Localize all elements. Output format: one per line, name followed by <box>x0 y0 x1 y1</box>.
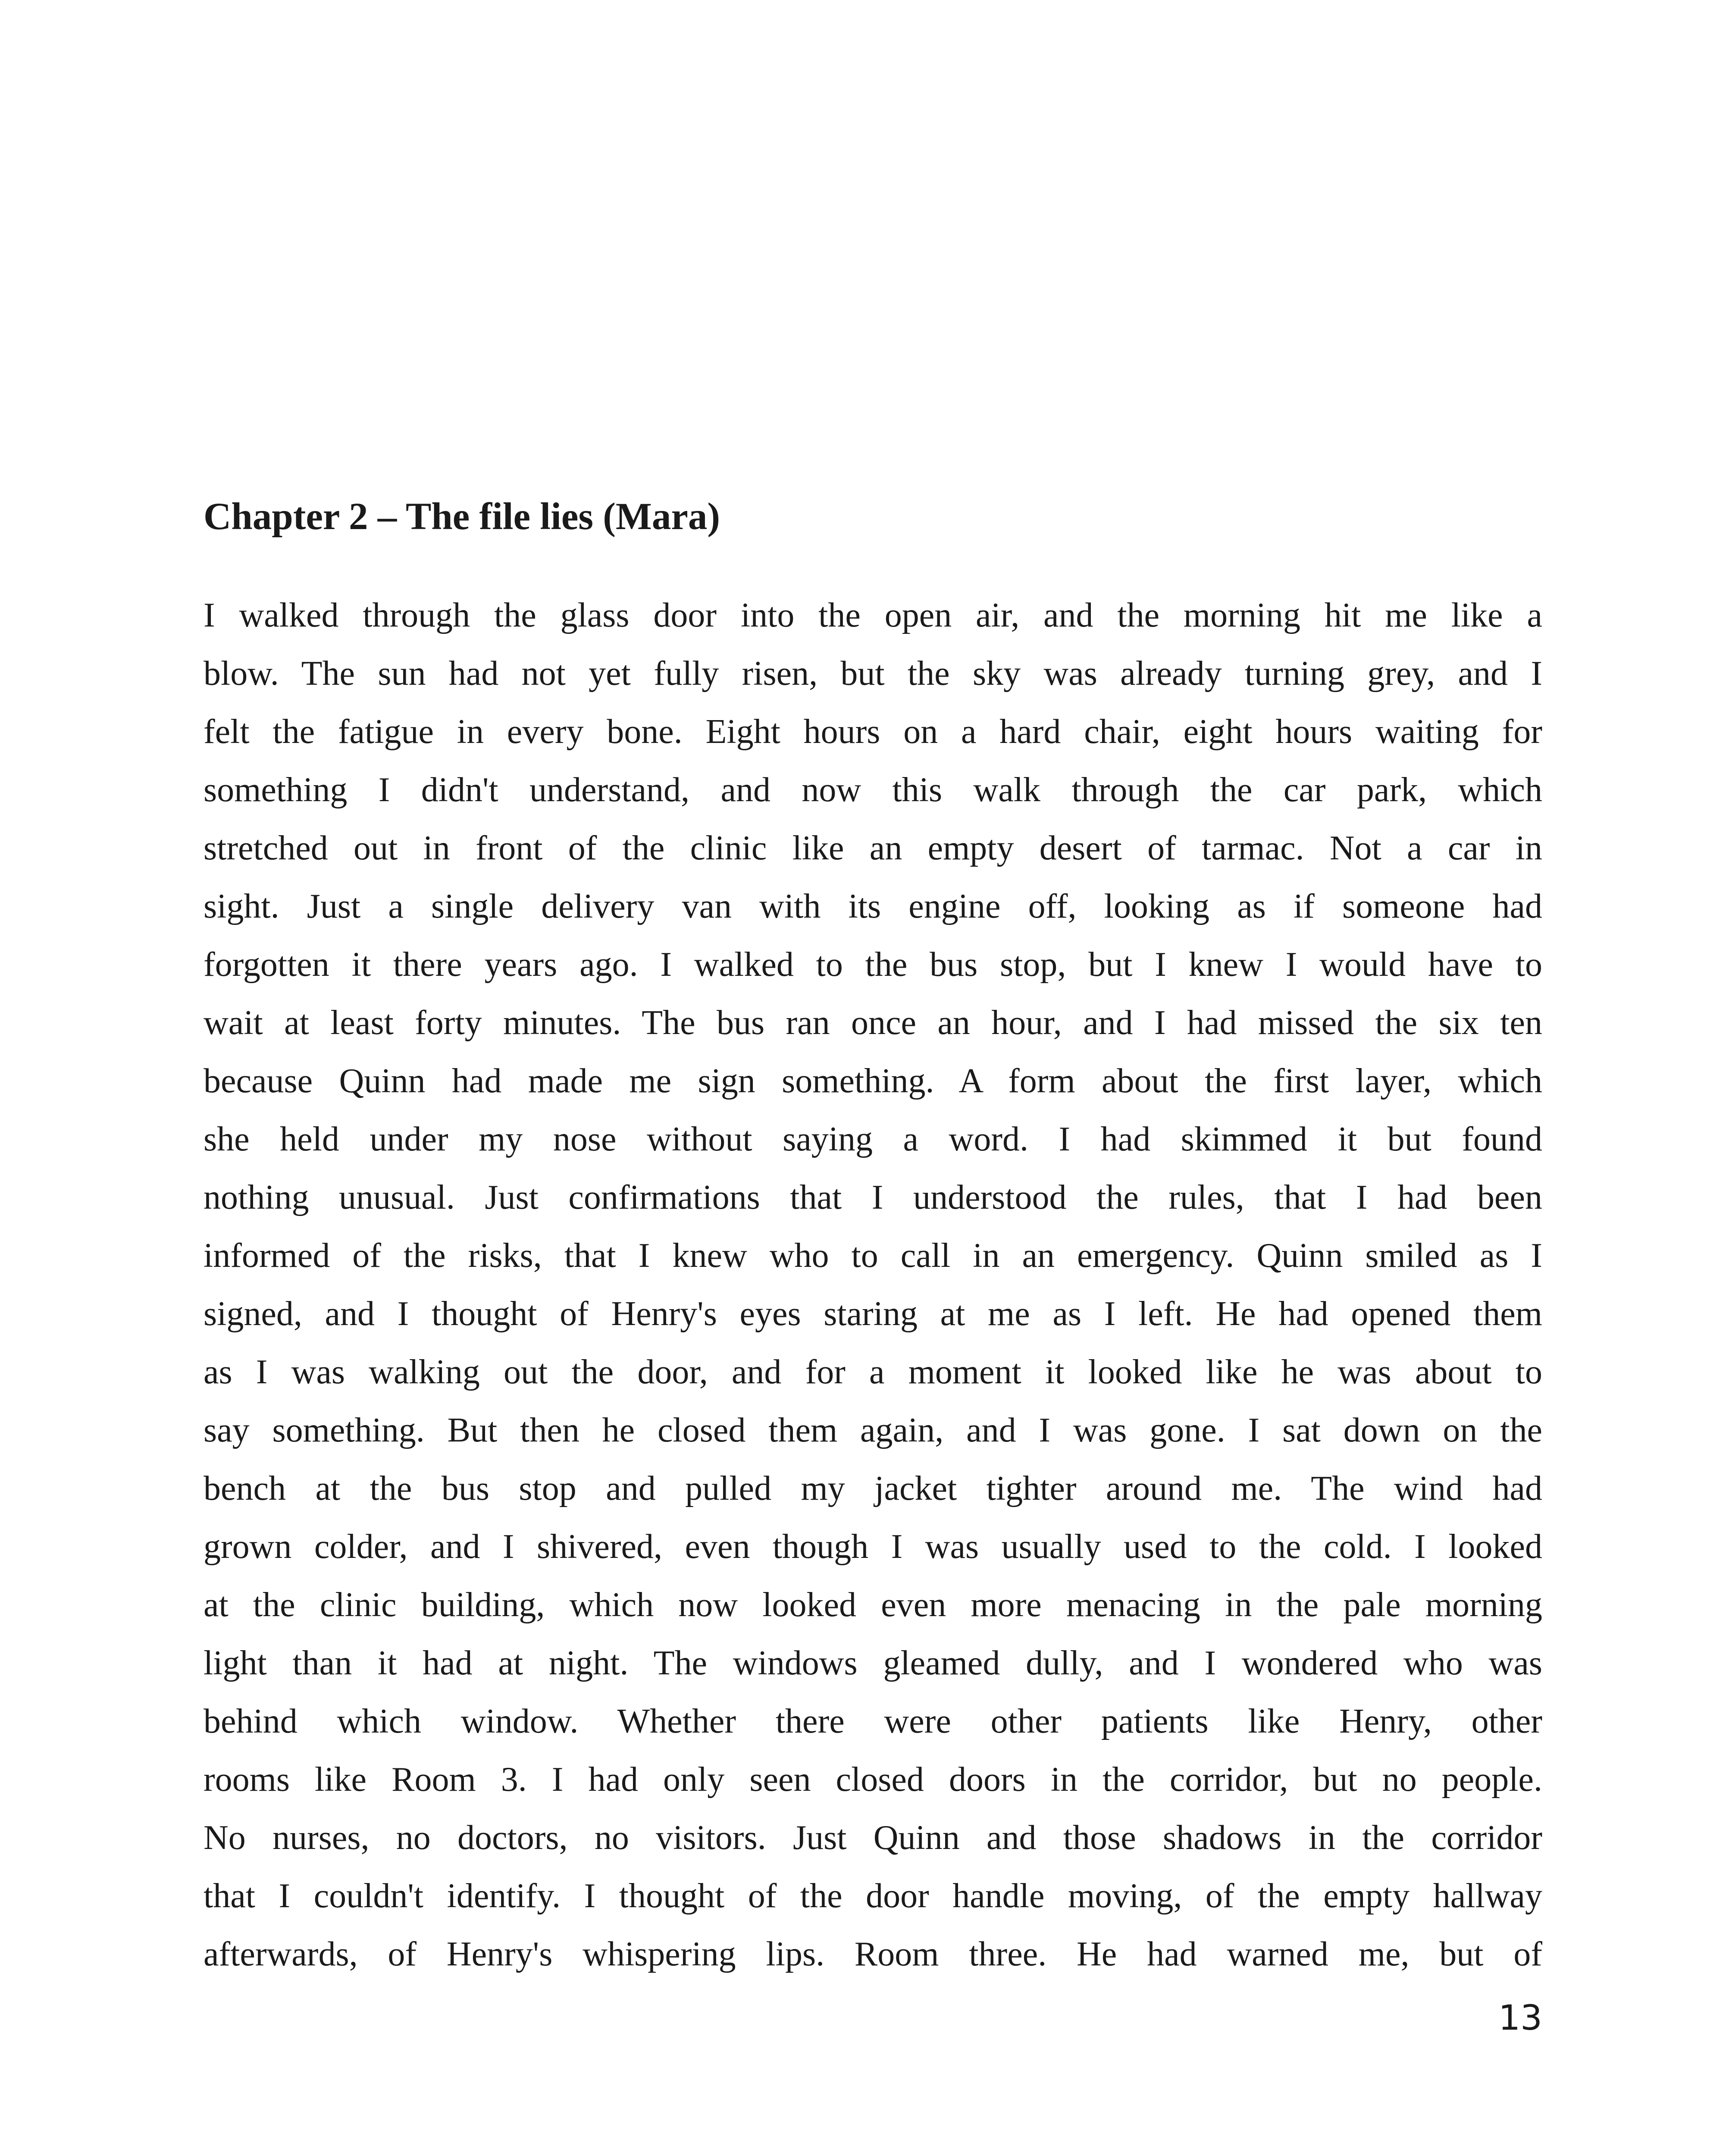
text-line: light than it had at night. The windows gleamed dully, and I wondered who was <box>204 1644 1542 1682</box>
text-line: say something. But then he closed them again, and I was gone. I sat down on the <box>204 1411 1542 1449</box>
text-line: No nurses, no doctors, no visitors. Just Quinn and those shadows in the corridor <box>204 1819 1542 1857</box>
page-number: 13 <box>1498 1998 1542 2038</box>
chapter-title: Chapter 2 – The file lies (Mara) <box>204 495 720 538</box>
text-line: informed of the risks, that I knew who to call in an emergency. Quinn smiled as I <box>204 1237 1542 1275</box>
text-line: blow. The sun had not yet fully risen, but the sky was already turning grey, and I <box>204 655 1542 693</box>
text-line: because Quinn had made me sign something. A form about the first layer, which <box>204 1062 1542 1100</box>
text-line: sight. Just a single delivery van with its engine off, looking as if someone had <box>204 887 1542 925</box>
text-line: rooms like Room 3. I had only seen closed doors in the corridor, but no people. <box>204 1761 1542 1799</box>
text-line: felt the fatigue in every bone. Eight hours on a hard chair, eight hours waiting for <box>204 713 1542 751</box>
text-line: forgotten it there years ago. I walked to the bus stop, but I knew I would have to <box>204 946 1542 984</box>
text-line: something I didn't understand, and now this walk through the car park, which <box>204 771 1542 809</box>
text-line: she held under my nose without saying a word. I had skimmed it but found <box>204 1120 1542 1158</box>
text-line: that I couldn't identify. I thought of the door handle moving, of the empty hallway <box>204 1877 1542 1915</box>
text-line: at the clinic building, which now looked even more menacing in the pale morning <box>204 1586 1542 1624</box>
text-line: nothing unusual. Just confirmations that I understood the rules, that I had been <box>204 1178 1542 1216</box>
text-line: I walked through the glass door into the open air, and the morning hit me like a <box>204 596 1542 634</box>
text-line: behind which window. Whether there were other patients like Henry, other <box>204 1702 1542 1740</box>
text-line: bench at the bus stop and pulled my jacket tighter around me. The wind had <box>204 1470 1542 1507</box>
text-line: grown colder, and I shivered, even though I was usually used to the cold. I looked <box>204 1528 1542 1566</box>
text-line: stretched out in front of the clinic like an empty desert of tarmac. Not a car in <box>204 829 1542 867</box>
text-line: as I was walking out the door, and for a moment it looked like he was about to <box>204 1353 1542 1391</box>
text-line: afterwards, of Henry's whispering lips. Room three. He had warned me, but of <box>204 1935 1542 1973</box>
body-paragraph <box>204 586 1542 1984</box>
text-line: wait at least forty minutes. The bus ran once an hour, and I had missed the six ten <box>204 1004 1542 1042</box>
text-line: signed, and I thought of Henry's eyes staring at me as I left. He had opened them <box>204 1295 1542 1333</box>
